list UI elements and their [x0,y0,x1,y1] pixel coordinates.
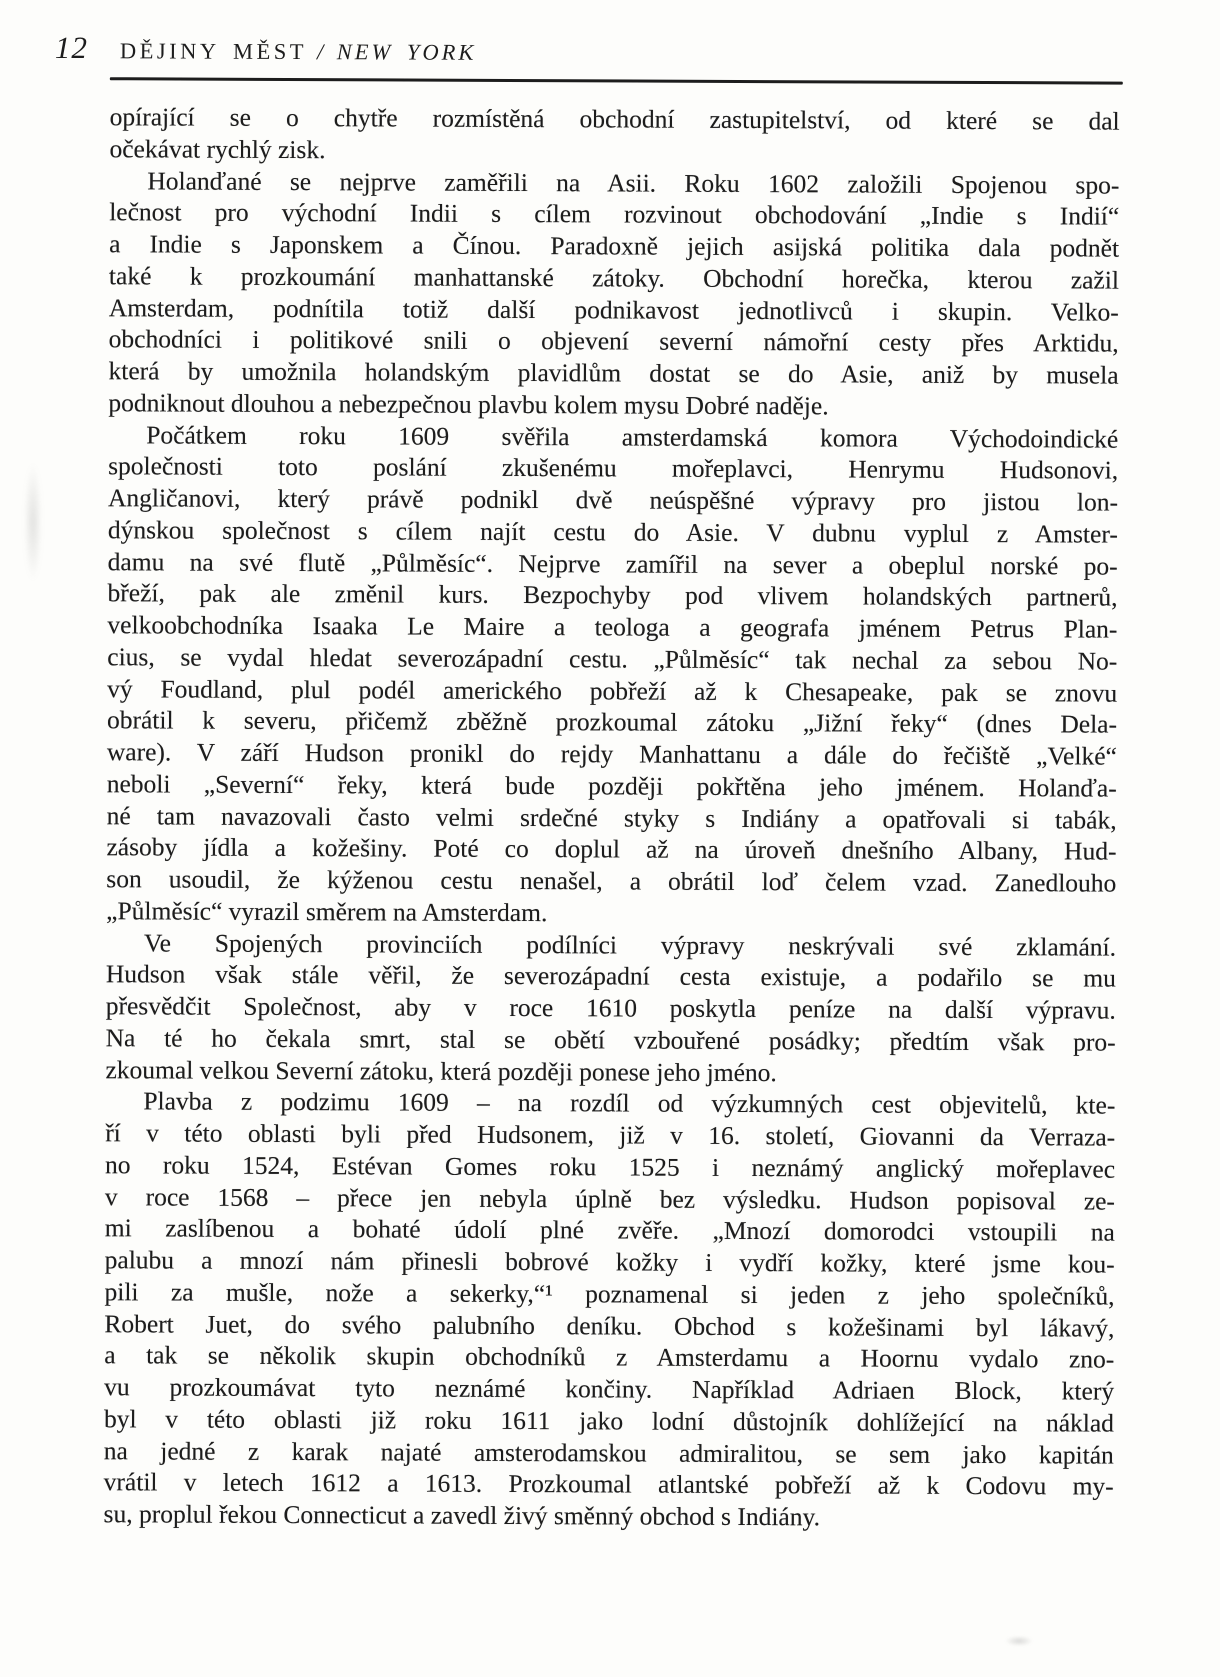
text-line: no roku 1524, Estévan Gomes roku 1525 i neznámý anglický mořeplavec [105,1149,1116,1184]
text-line: pili za mušle, nože a sekerky,“¹ poznamenal si jeden z jeho společníků, [104,1276,1115,1311]
running-title-separator: / [316,39,327,65]
text-line: lečnost pro východní Indii s cílem rozvinout obchodování „Indie s Indií“ [109,197,1120,231]
text-line: zásoby jídla a kožešiny. Poté co doplul až na úroveň dnešního Albany, Hud- [106,832,1117,866]
text-line: vrátil v letech 1612 a 1613. Prozkoumal atlantské pobřeží až k Codovu my- [103,1467,1114,1501]
text-line: Hudson však stále věřil, že severozápadní cesta existuje, a podařilo se mu [105,959,1116,993]
text-line: která by umožnila holandským plavidlům dostat se do Asie, aniž by musela [108,356,1119,390]
text-line: ří v této oblasti byli před Hudsonem, již v 16. století, Giovanni da Verraza- [105,1118,1116,1152]
text-line: Plavba z podzimu 1609 – na rozdíl od výzkumných cest objevitelů, kte- [143,1086,1116,1120]
paragraph [108,165,1119,423]
text-line: přesvědčit Společnost, aby v roce 1610 poskytla peníze na další výpravu. [105,991,1116,1025]
text-line: a tak se několik skupin obchodníků z Amsterdamu a Hoornu vydalo zno- [104,1340,1115,1374]
text-line: ware). V září Hudson pronikl do rejdy Manhattanu a dále do řečiště „Velké“ [106,737,1117,771]
text-line: obrátil k severu, přičemž zběžně prozkoumal zátoku „Jižní řeky“ (dnes Dela- [106,705,1118,739]
text-line: su, proplul řekou Connecticut a zavedl živý směnný obchod s Indiány. [103,1499,821,1532]
text-line: Na té ho čekala smrt, stal se obětí vzbouřené posádky; předtím však pro- [105,1022,1116,1057]
text-line: očekávat rychlý zisk. [109,133,326,164]
text-line: vu prozkoumávat tyto neznámé končiny. Například Adriaen Block, který [104,1372,1115,1406]
running-title-series: DĚJINY MĚST [119,38,308,65]
scan-artifact [1006,1636,1032,1646]
running-title-book: NEW YORK [336,39,477,65]
text-line: palubu a mnozí nám přinesli bobrové kožky i vydří kožky, které jsme kou- [104,1245,1115,1279]
text-line: podniknout dlouhou a nebezpečnou plavbu kolem mysu Dobré naděje. [108,387,829,421]
text-line: společnosti toto poslání zkušenému mořeplavci, Henrymu Hudsonovi, [108,451,1119,485]
text-line: v roce 1568 – přece jen nebyla úplně bez výsledku. Hudson popisoval ze- [104,1181,1116,1216]
text-line: damu na své flutě „Půlměsíc“. Nejprve zamířil na sever a obeplul norské po- [107,546,1118,581]
running-title [120,38,477,66]
text-line: také k prozkoumání manhattanské zátoky. Obchodní horečka, kterou zažil [108,260,1120,295]
paragraph [106,419,1118,931]
text-line: Angličanovi, který právě podnikl dvě neúspěšné výpravy pro jistou lon- [107,483,1119,517]
text-line: Počátkem roku 1609 svěřila amsterdamská komora Východoindické [146,419,1119,454]
text-line: byl v této oblasti již roku 1611 jako lodní důstojník dohlížející na náklad [103,1403,1115,1438]
paragraph [103,1085,1115,1534]
text-line: neboli „Severní“ řeky, která bude později pokřtěna jeho jménem. Holanďa- [106,768,1117,803]
text-line: zkoumal velkou Severní zátoku, která později ponese jeho jméno. [105,1054,777,1087]
page-header [0,0,1220,71]
header-rule [110,77,1123,84]
text-line: „Půlměsíc“ vyrazil směrem na Amsterdam. [106,895,548,927]
text-line: cius, se vydal hledat severozápadní cestu. „Půlměsíc“ tak nechal za sebou No- [107,641,1118,676]
page-number: 12 [54,29,89,66]
paragraph [109,101,1119,169]
text-line: břeží, pak ale změnil kurs. Bezpochyby pod vlivem holandských partnerů, [107,578,1118,612]
text-line: Amsterdam, podnítila totiž další podnikavost jednotlivců i skupin. Velko- [108,292,1119,327]
paragraph [105,927,1116,1090]
text-line: obchodníci i politikové snili o objevení severní námořní cesty přes Arktidu, [108,324,1119,358]
text-line: dýnskou společnost s cílem najít cestu do Asie. V dubnu vyplul z Amster- [107,514,1118,549]
text-line: mi zaslíbenou a bohaté údolí plné zvěře. „Mnozí domorodci vstoupili na [104,1213,1115,1247]
text-line: son usoudil, že kýženou cestu nenašel, a obrátil loď čelem vzad. Zanedlouho [106,864,1117,898]
text-line: opírající se o chytře rozmístěná obchodní zastupitelství, od které se dal [109,102,1120,136]
text-line: né tam navazovali často velmi srdečné styky s Indiány a opatřovali si tabák, [106,800,1117,835]
text-line: Holanďané se nejprve zaměřili na Asii. Roku 1602 založili Spojenou spo- [147,165,1120,200]
text-line: velkoobchodníka Isaaka Le Maire a teologa a geografa jménem Petrus Plan- [107,610,1118,644]
text-line: Robert Juet, do svého palubního deníku. Obchod s kožešinami byl lákavý, [104,1308,1115,1343]
body-text [103,101,1119,1534]
text-line: a Indie s Japonskem a Čínou. Paradoxně jejich asijská politika dala podnět [109,229,1120,263]
text-line: vý Foudland, plul podél amerického pobřeží až k Chesapeake, pak se znovu [107,673,1118,708]
text-line: Ve Spojených provinciích podílníci výpravy neskrývali své zklamání. [144,927,1117,962]
text-line: na jedné z karak najaté amsterodamskou admiralitou, se sem jako kapitán [103,1435,1114,1470]
